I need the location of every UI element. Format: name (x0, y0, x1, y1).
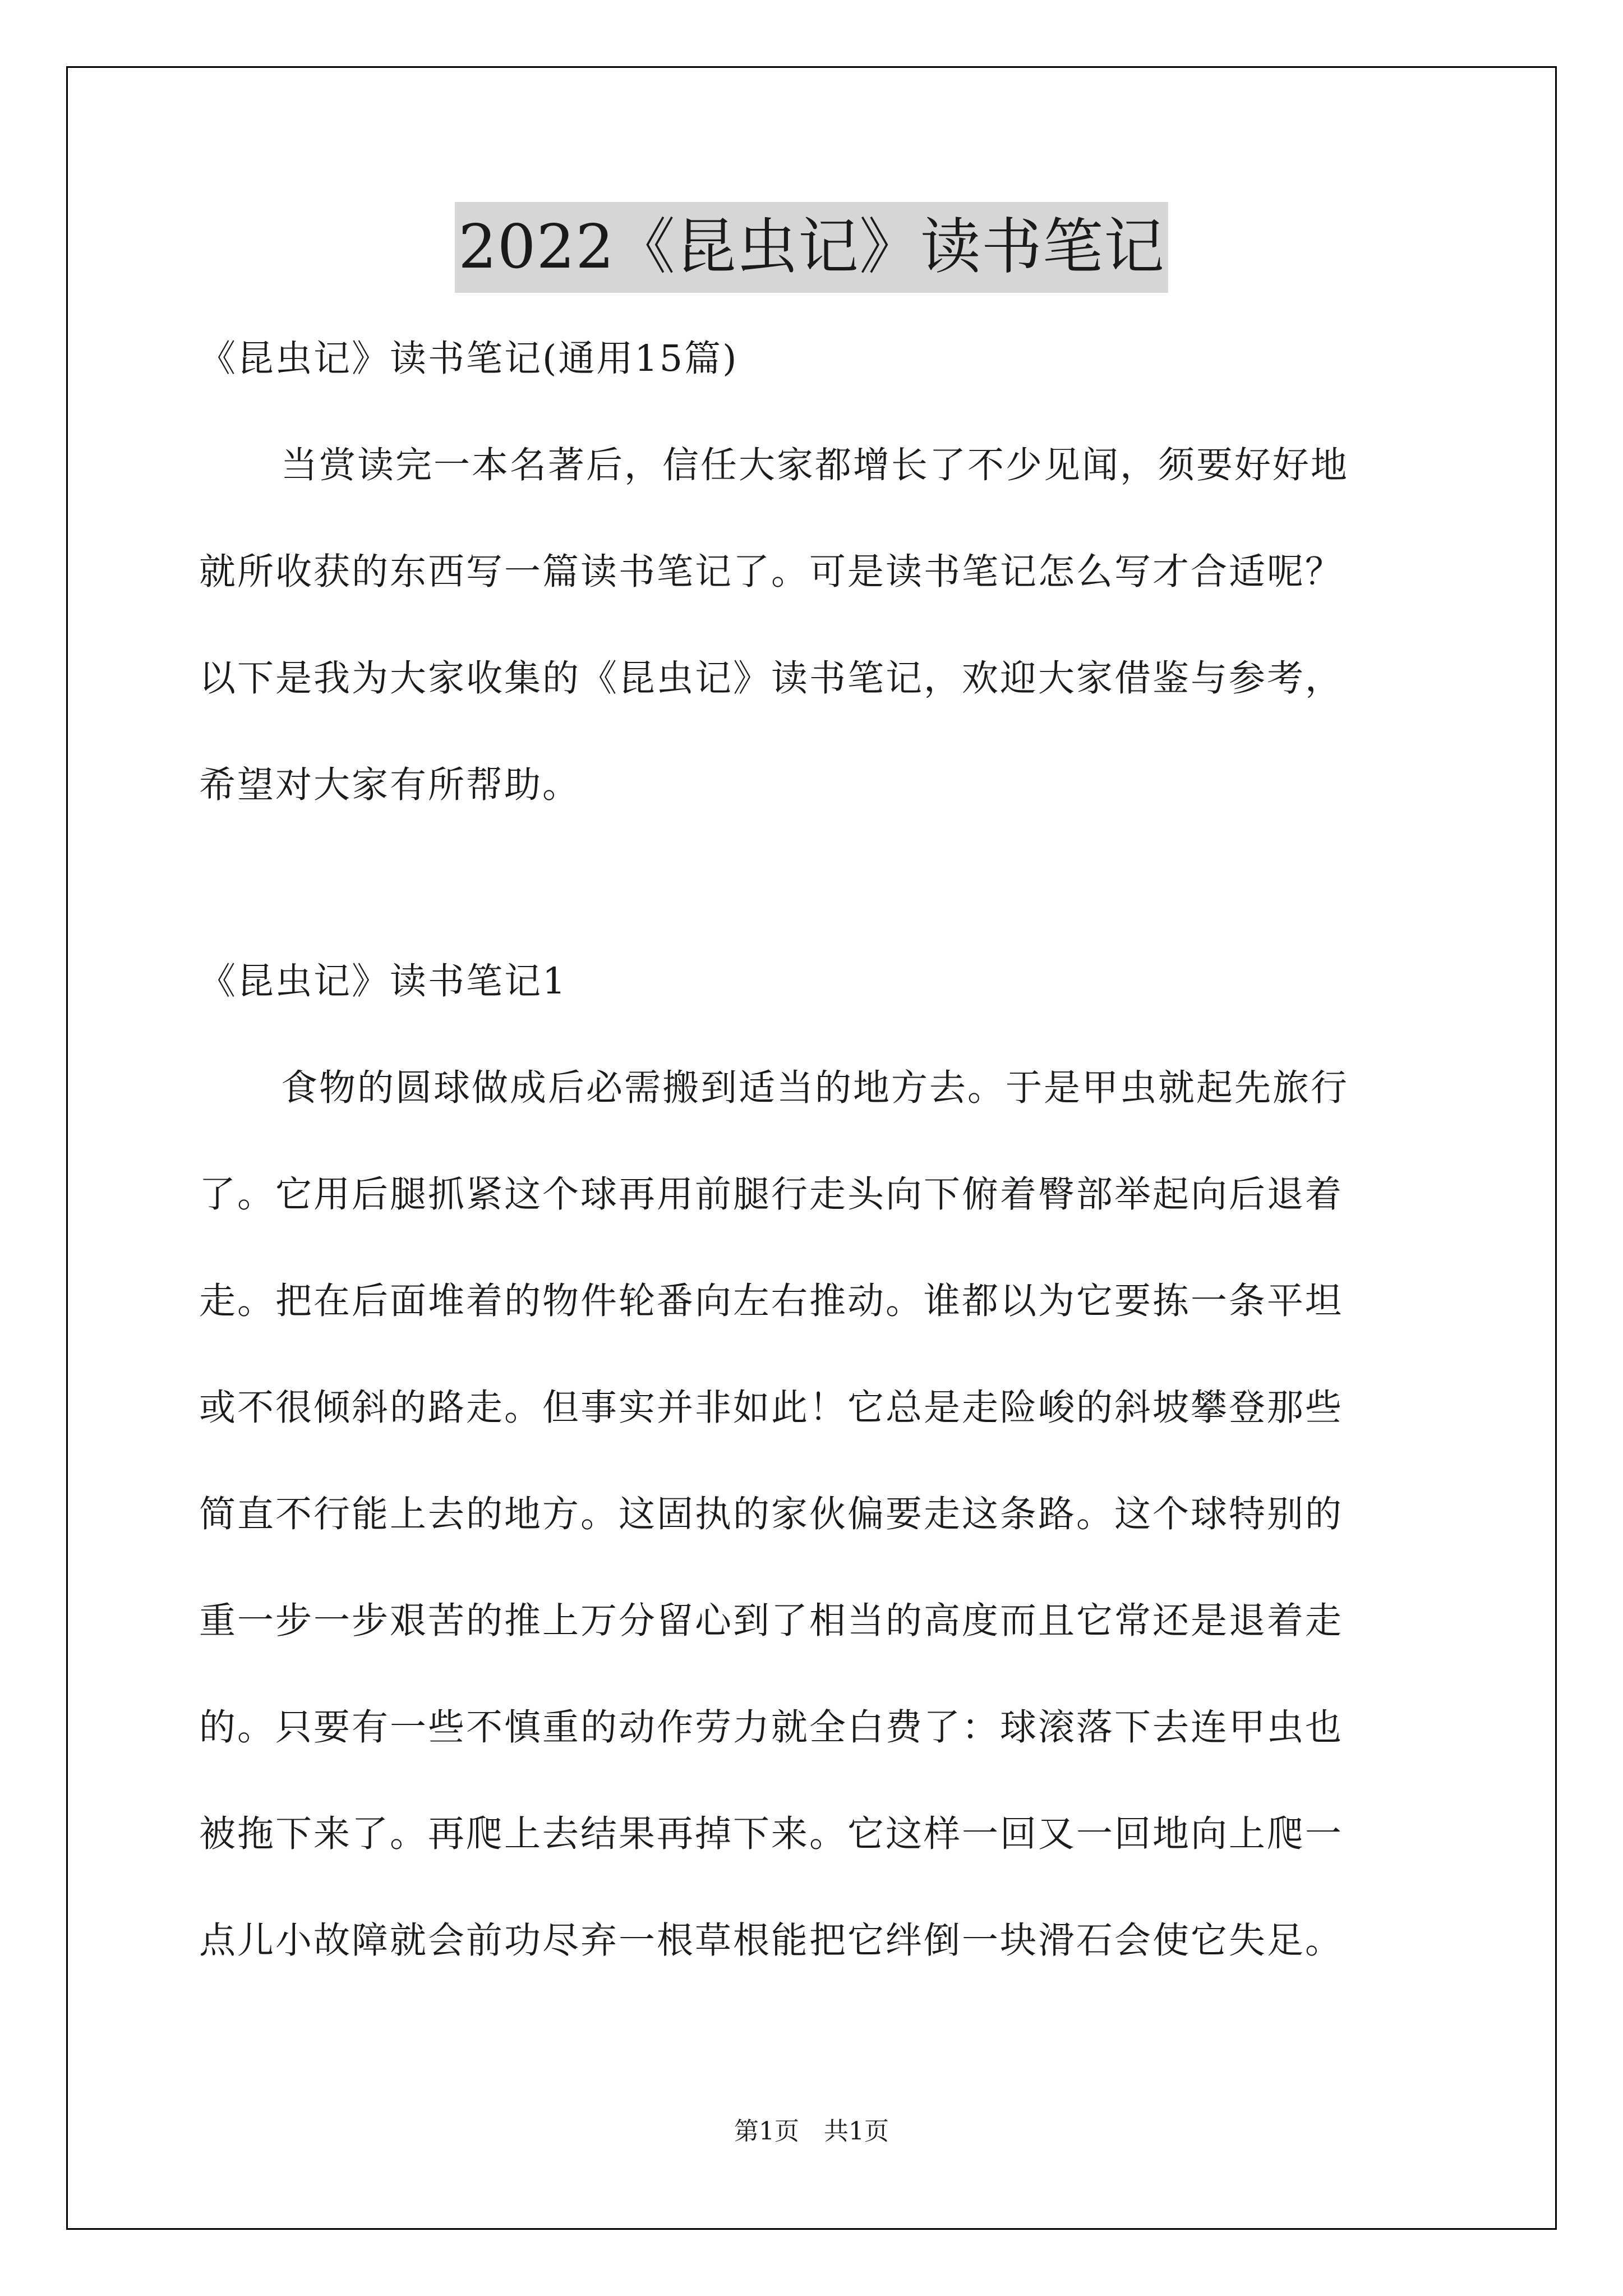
intro-line: 就所收获的东西写一篇读书笔记了。可是读书笔记怎么写才合适呢？ (199, 551, 1344, 593)
document-title: 2022《昆虫记》读书笔记 (455, 202, 1168, 293)
intro-line: 以下是我为大家收集的《昆虫记》读书笔记，欢迎大家借鉴与参考， (199, 657, 1344, 700)
section-line: 点儿小故障就会前功尽弃一根草根能把它绊倒一块滑石会使它失足。 (199, 1920, 1344, 1962)
section-line: 重一步一步艰苦的推上万分留心到了相当的高度而且它常还是退着走 (199, 1600, 1344, 1642)
section-line: 走。把在后面堆着的物件轮番向左右推动。谁都以为它要拣一条平坦 (199, 1280, 1344, 1322)
page-footer: 第1页 共1页 (734, 2117, 889, 2146)
section-line: 被拖下来了。再爬上去结果再掉下来。它这样一回又一回地向上爬一 (199, 1813, 1344, 1855)
intro-line: 希望对大家有所帮助。 (199, 764, 581, 806)
section-heading: 《昆虫记》读书笔记1 (199, 960, 568, 1002)
section-line: 食物的圆球做成后必需搬到适当的地方去。于是甲虫就起先旅行 (281, 1067, 1349, 1109)
title-container (0, 202, 1623, 293)
paragraph-gap (199, 839, 1424, 928)
section-line: 或不很倾斜的路走。但事实并非如此！它总是走险峻的斜坡攀登那些 (199, 1387, 1344, 1429)
document-body (199, 306, 1424, 1994)
section-line: 简直不行能上去的地方。这固执的家伙偏要走这条路。这个球特别的 (199, 1493, 1344, 1535)
section-line: 的。只要有一些不慎重的动作劳力就全白费了：球滚落下去连甲虫也 (199, 1706, 1344, 1749)
section-line: 了。它用后腿抓紧这个球再用前腿行走头向下俯着臀部举起向后退着 (199, 1174, 1344, 1216)
intro-line: 当赏读完一本名著后，信任大家都增长了不少见闻，须要好好地 (281, 444, 1349, 486)
subtitle: 《昆虫记》读书笔记(通用15篇) (199, 338, 739, 380)
